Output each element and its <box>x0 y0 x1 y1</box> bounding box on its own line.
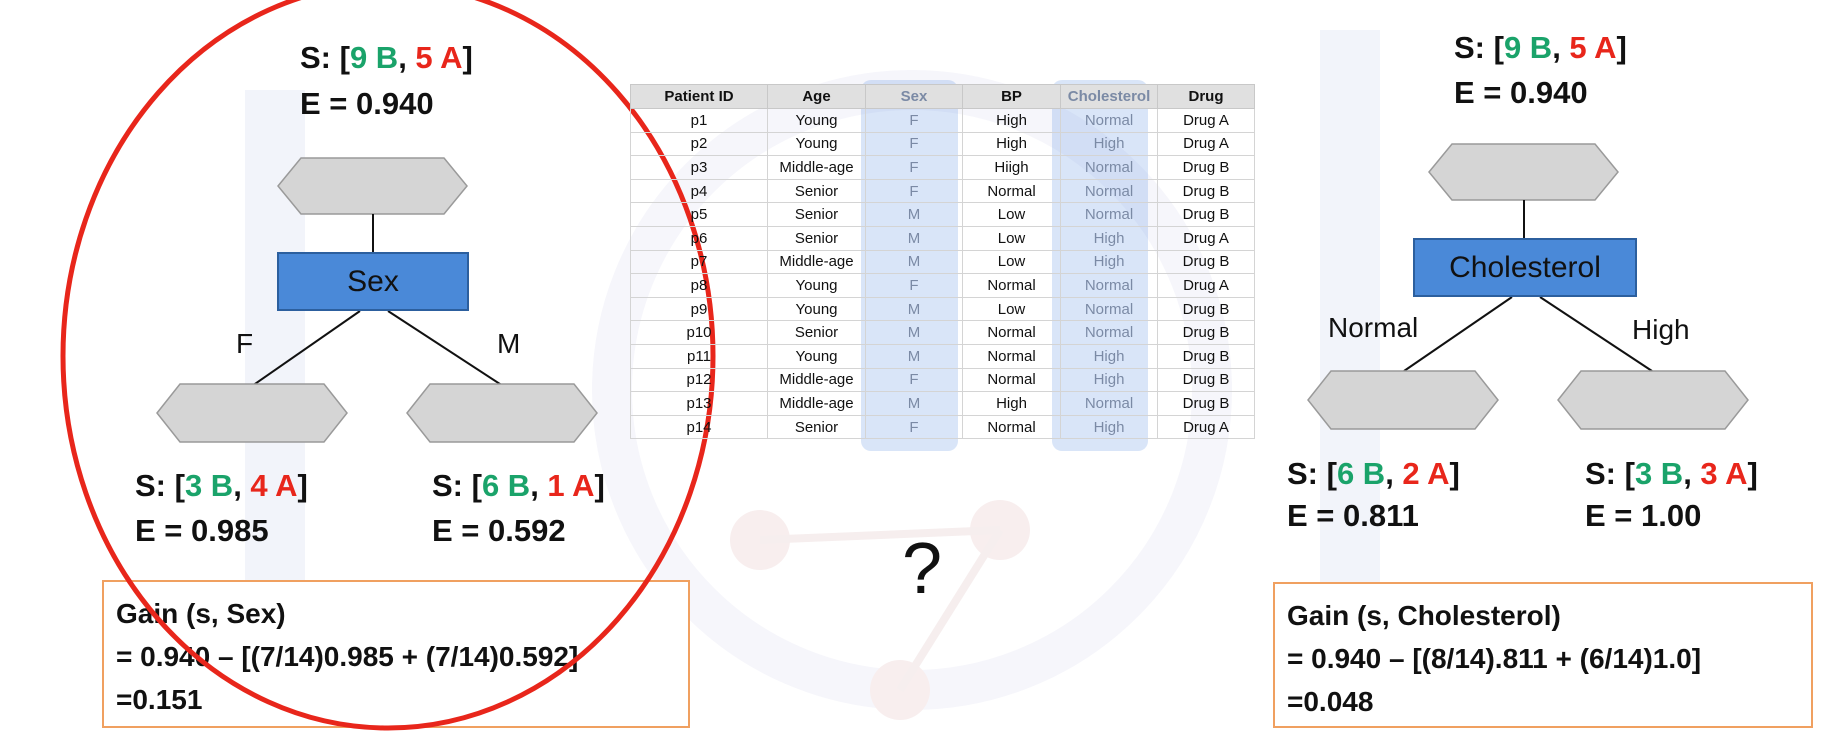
cell-age: Young <box>768 274 866 298</box>
header-sex: Sex <box>866 85 963 109</box>
left-gain-box <box>102 580 690 728</box>
right-leaf-normal-entropy: E = 0.811 <box>1287 498 1419 533</box>
table-row <box>631 132 1255 156</box>
cell-cholesterol: High <box>1061 415 1158 439</box>
cell-drug: Drug A <box>1158 274 1255 298</box>
cell-age: Young <box>768 297 866 321</box>
cell-drug: Drug B <box>1158 368 1255 392</box>
cell-bp: Normal <box>963 179 1061 203</box>
cell-sex: M <box>866 250 963 274</box>
left-root-entropy: E = 0.940 <box>300 86 434 121</box>
cell-sex: M <box>866 321 963 345</box>
cell-patient-id: p6 <box>631 226 768 250</box>
right-gain-box <box>1273 582 1813 728</box>
left-root-counts <box>300 38 473 78</box>
right-branch-normal-label: Normal <box>1328 312 1419 343</box>
header-bp: BP <box>963 85 1061 109</box>
cell-bp: Normal <box>963 368 1061 392</box>
cell-drug: Drug B <box>1158 156 1255 180</box>
cell-bp: Low <box>963 203 1061 227</box>
cell-age: Middle-age <box>768 368 866 392</box>
table-row <box>631 392 1255 416</box>
cell-cholesterol: High <box>1061 344 1158 368</box>
cell-drug: Drug B <box>1158 179 1255 203</box>
cell-age: Senior <box>768 179 866 203</box>
left-branch-m-label: M <box>497 328 521 359</box>
cell-drug: Drug A <box>1158 415 1255 439</box>
left-branch-m-line <box>388 311 503 386</box>
cell-patient-id: p2 <box>631 132 768 156</box>
cell-bp: Normal <box>963 274 1061 298</box>
cell-sex: M <box>866 344 963 368</box>
cell-patient-id: p1 <box>631 109 768 133</box>
left-split-node: Sex <box>277 252 469 311</box>
cell-age: Young <box>768 109 866 133</box>
header-patient-id: Patient ID <box>631 85 768 109</box>
header-age: Age <box>768 85 866 109</box>
cell-drug: Drug B <box>1158 203 1255 227</box>
cell-patient-id: p11 <box>631 344 768 368</box>
cell-cholesterol: Normal <box>1061 321 1158 345</box>
cell-age: Young <box>768 344 866 368</box>
left-branch-f-line <box>252 311 360 386</box>
right-leaf-high-hexagon <box>1558 371 1748 429</box>
cell-patient-id: p10 <box>631 321 768 345</box>
cell-bp: Normal <box>963 344 1061 368</box>
cell-age: Middle-age <box>768 156 866 180</box>
cell-age: Young <box>768 132 866 156</box>
count-a: 1 A <box>547 468 595 503</box>
left-root-hexagon <box>278 158 467 214</box>
gain-result: =0.151 <box>116 684 203 715</box>
left-leaf-m-hexagon <box>407 384 597 442</box>
cell-cholesterol: Normal <box>1061 179 1158 203</box>
gain-formula: = 0.940 – [(7/14)0.985 + (7/14)0.592] <box>116 641 579 672</box>
gain-title: Gain (s, Cholesterol) <box>1287 600 1561 631</box>
table-row <box>631 415 1255 439</box>
cell-patient-id: p7 <box>631 250 768 274</box>
cell-patient-id: p14 <box>631 415 768 439</box>
counts-close: ] <box>462 40 473 75</box>
cell-cholesterol: Normal <box>1061 156 1158 180</box>
cell-age: Middle-age <box>768 250 866 274</box>
cell-cholesterol: Normal <box>1061 109 1158 133</box>
table-row <box>631 344 1255 368</box>
cell-patient-id: p8 <box>631 274 768 298</box>
cell-patient-id: p12 <box>631 368 768 392</box>
cell-drug: Drug A <box>1158 132 1255 156</box>
cell-cholesterol: High <box>1061 368 1158 392</box>
cell-patient-id: p4 <box>631 179 768 203</box>
gain-result: =0.048 <box>1287 686 1374 717</box>
gain-formula: = 0.940 – [(8/14).811 + (6/14)1.0] <box>1287 643 1702 674</box>
cell-bp: Normal <box>963 321 1061 345</box>
count-a: 2 A <box>1402 456 1450 491</box>
table-row <box>631 156 1255 180</box>
gain-title: Gain (s, Sex) <box>116 598 286 629</box>
cell-sex: F <box>866 415 963 439</box>
table-row <box>631 226 1255 250</box>
cell-bp: Low <box>963 250 1061 274</box>
right-leaf-high-entropy: E = 1.00 <box>1585 498 1702 533</box>
count-b: 3 B <box>184 468 234 503</box>
cell-drug: Drug B <box>1158 344 1255 368</box>
cell-drug: Drug A <box>1158 109 1255 133</box>
count-a: 5 A <box>1569 30 1617 65</box>
cell-drug: Drug A <box>1158 226 1255 250</box>
table-row <box>631 368 1255 392</box>
cell-age: Senior <box>768 321 866 345</box>
table-row <box>631 203 1255 227</box>
cell-bp: Low <box>963 226 1061 250</box>
cell-age: Middle-age <box>768 392 866 416</box>
left-leaf-f-entropy: E = 0.985 <box>135 513 269 548</box>
cell-sex: F <box>866 156 963 180</box>
left-leaf-f-hexagon <box>157 384 347 442</box>
right-root-hexagon <box>1429 144 1618 200</box>
cell-drug: Drug B <box>1158 250 1255 274</box>
cell-sex: M <box>866 226 963 250</box>
cell-patient-id: p3 <box>631 156 768 180</box>
cell-age: Senior <box>768 203 866 227</box>
cell-cholesterol: Normal <box>1061 392 1158 416</box>
left-branch-f-label: F <box>236 328 254 359</box>
cell-cholesterol: Normal <box>1061 274 1158 298</box>
right-leaf-high-counts: S: [3 B, 3 A] <box>1585 456 1758 491</box>
cell-bp: Normal <box>963 415 1061 439</box>
cell-drug: Drug B <box>1158 297 1255 321</box>
cell-cholesterol: Normal <box>1061 203 1158 227</box>
cell-age: Senior <box>768 226 866 250</box>
cell-cholesterol: Normal <box>1061 297 1158 321</box>
right-root-entropy: E = 0.940 <box>1454 75 1588 110</box>
right-root-counts: S: [9 B, 5 A] <box>1454 30 1627 65</box>
count-b: 3 B <box>1634 456 1684 491</box>
cell-sex: F <box>866 368 963 392</box>
left-leaf-f-counts: S: [3 B, 4 A] <box>135 468 308 503</box>
cell-bp: High <box>963 132 1061 156</box>
patient-data-table <box>630 84 1255 439</box>
cell-sex: M <box>866 392 963 416</box>
count-b: 9 B <box>349 40 399 75</box>
cell-bp: Hiigh <box>963 156 1061 180</box>
question-mark: ? <box>902 529 943 609</box>
table-row <box>631 274 1255 298</box>
cell-cholesterol: High <box>1061 132 1158 156</box>
counts-sep: , <box>398 40 416 75</box>
cell-sex: M <box>866 203 963 227</box>
cell-bp: High <box>963 392 1061 416</box>
left-leaf-m-counts: S: [6 B, 1 A] <box>432 468 605 503</box>
count-b: 6 B <box>1336 456 1386 491</box>
header-drug: Drug <box>1158 85 1255 109</box>
table-row <box>631 179 1255 203</box>
cell-drug: Drug B <box>1158 321 1255 345</box>
count-b: 6 B <box>481 468 531 503</box>
header-cholesterol: Cholesterol <box>1061 85 1158 109</box>
left-leaf-m-entropy: E = 0.592 <box>432 513 566 548</box>
table-header-row <box>631 85 1255 109</box>
cell-drug: Drug B <box>1158 392 1255 416</box>
right-branch-high-label: High <box>1632 314 1690 345</box>
cell-sex: F <box>866 179 963 203</box>
cell-sex: M <box>866 297 963 321</box>
count-a: 5 A <box>415 40 463 75</box>
table-row <box>631 250 1255 274</box>
cell-bp: High <box>963 109 1061 133</box>
right-branch-normal-line <box>1404 297 1512 371</box>
right-leaf-normal-counts: S: [6 B, 2 A] <box>1287 456 1460 491</box>
count-a: 4 A <box>250 468 298 503</box>
cell-sex: F <box>866 132 963 156</box>
table-row <box>631 321 1255 345</box>
cell-bp: Low <box>963 297 1061 321</box>
cell-age: Senior <box>768 415 866 439</box>
counts-prefix: S: [ <box>300 40 350 75</box>
count-a: 3 A <box>1700 456 1748 491</box>
count-b: 9 B <box>1503 30 1553 65</box>
cell-patient-id: p13 <box>631 392 768 416</box>
cell-cholesterol: High <box>1061 226 1158 250</box>
cell-patient-id: p5 <box>631 203 768 227</box>
cell-patient-id: p9 <box>631 297 768 321</box>
table-row <box>631 297 1255 321</box>
right-leaf-normal-hexagon <box>1308 371 1498 429</box>
cell-sex: F <box>866 274 963 298</box>
cell-cholesterol: High <box>1061 250 1158 274</box>
table-row <box>631 109 1255 133</box>
right-split-node: Cholesterol <box>1413 238 1637 297</box>
cell-sex: F <box>866 109 963 133</box>
